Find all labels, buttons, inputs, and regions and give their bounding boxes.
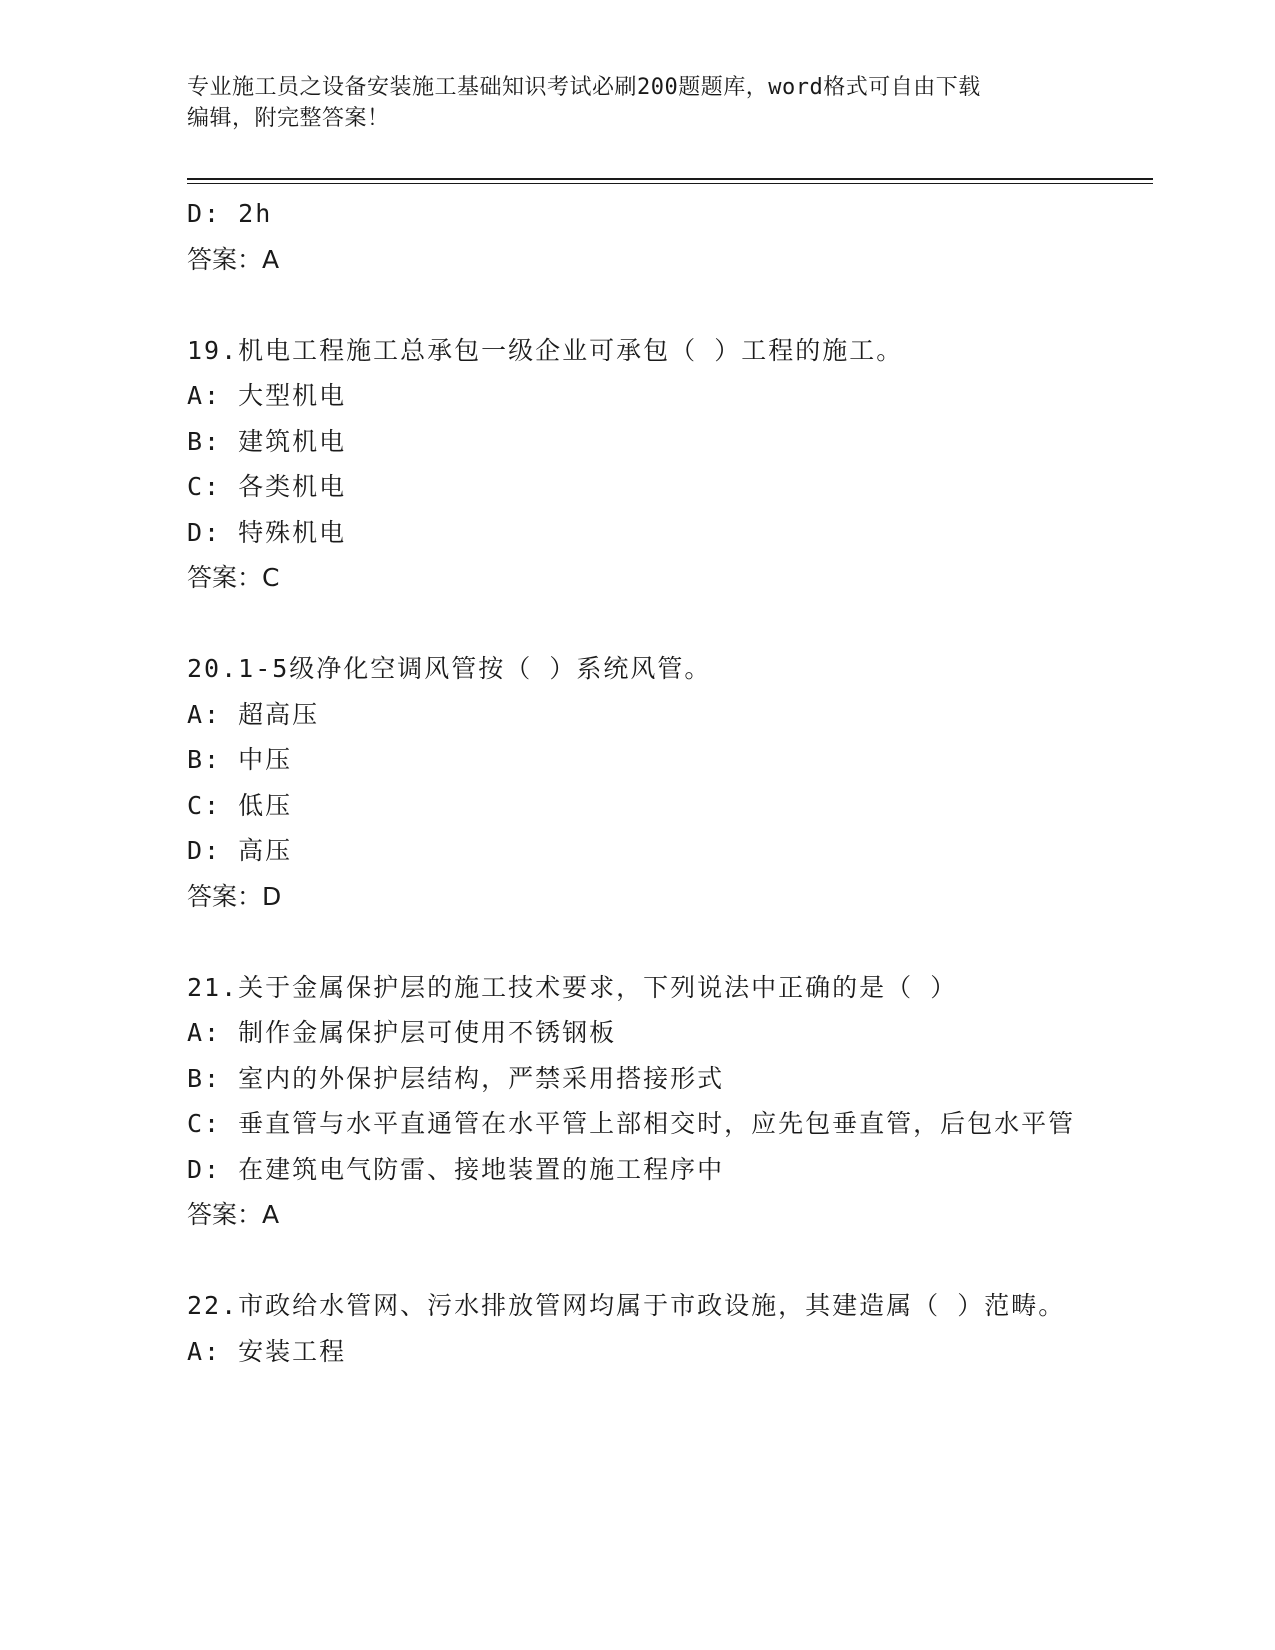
header-line-2: 编辑，附完整答案！ <box>187 106 390 131</box>
document-header <box>187 72 1067 134</box>
prev-answer: 答案：A <box>187 244 280 274</box>
header-rule-thin <box>187 183 1153 184</box>
header-rule-thick <box>187 178 1153 180</box>
option-d: D: 高压 <box>187 836 293 865</box>
option-a: A: 超高压 <box>187 699 320 729</box>
option-a: A: 大型机电 <box>187 381 347 410</box>
question-19 <box>187 328 1087 601</box>
option-a: A: 制作金属保护层可使用不锈钢板 <box>187 1018 617 1047</box>
question-20 <box>187 646 1087 919</box>
option-b: B: 建筑机电 <box>187 426 347 456</box>
spacer <box>187 1238 1087 1284</box>
option-c: C: 低压 <box>187 790 293 820</box>
question-22 <box>187 1283 1087 1374</box>
spacer <box>187 601 1087 647</box>
option-c: C: 垂直管与水平直通管在水平管上部相交时，应先包垂直管，后包水平管 <box>187 1109 1076 1138</box>
answer: 答案：D <box>187 881 282 911</box>
spacer <box>187 282 1087 328</box>
question-21 <box>187 965 1087 1238</box>
option-d: D: 在建筑电气防雷、接地装置的施工程序中 <box>187 1154 725 1184</box>
option-c: C: 各类机电 <box>187 472 347 501</box>
question-stem: 19.机电工程施工总承包一级企业可承包（ ）工程的施工。 <box>187 335 904 365</box>
answer: 答案：C <box>187 563 280 592</box>
question-stem: 20.1-5级净化空调风管按（ ）系统风管。 <box>187 654 712 683</box>
option-b: B: 中压 <box>187 745 293 774</box>
question-stem: 21.关于金属保护层的施工技术要求，下列说法中正确的是（ ） <box>187 972 958 1002</box>
header-line-1: 专业施工员之设备安装施工基础知识考试必刷200题题库，word格式可自由下载 <box>187 75 981 100</box>
spacer <box>187 919 1087 965</box>
option-d: D: 特殊机电 <box>187 517 347 547</box>
document-body <box>187 191 1087 1374</box>
prev-option-d: D: 2h <box>187 199 273 228</box>
answer: 答案：A <box>187 1200 280 1229</box>
question-stem: 22.市政给水管网、污水排放管网均属于市政设施，其建造属（ ）范畴。 <box>187 1291 1066 1320</box>
option-b: B: 室内的外保护层结构，严禁采用搭接形式 <box>187 1063 725 1093</box>
option-a: A: 安装工程 <box>187 1336 347 1366</box>
